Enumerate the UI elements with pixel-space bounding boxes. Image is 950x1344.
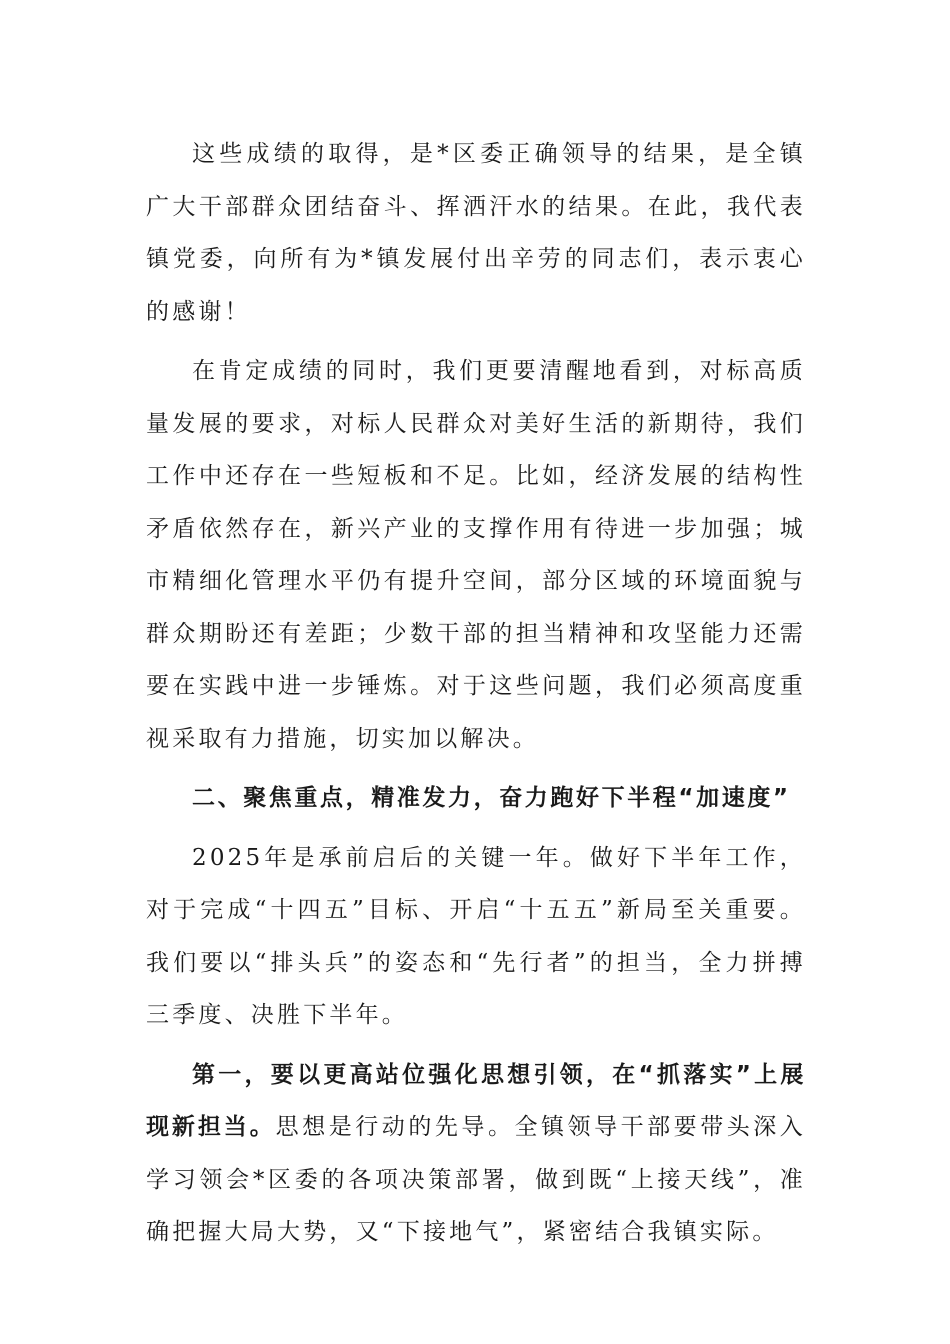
document-body <box>146 128 806 1259</box>
paragraph-shortcomings: 在肯定成绩的同时，我们更要清醒地看到，对标高质量发展的要求，对标人民群众对美好生活的新期待，我们工作中还存在一些短板和不足。比如，经济发展的结构性矛盾依然存在，新兴产业的支撑作用有待进一步加强；城市精细化管理水平仍有提升空间，部分区域的环境面貌与群众期盼还有差距；少数干部的担当精神和攻坚能力还需要在实践中进一步锤炼。对于这些问题，我们必须高度重视采取有力措施，切实加以解决。 <box>146 358 806 752</box>
paragraph-first-point <box>146 1049 806 1259</box>
section-heading-two: 二、聚焦重点，精准发力，奋力跑好下半程“加速度” <box>192 785 791 811</box>
first-point-lead: 第一，要以更高站位强化思想引领，在“抓落实”上展现新担当。 <box>146 1061 806 1140</box>
first-point-body: 思想是行动的先导。全镇领导干部要带头深入学习领会*区委的各项决策部署，做到既“上接天线”，准确把握大局大势，又“下接地气”，紧密结合我镇实际。 <box>146 1114 807 1245</box>
paragraph-year-2025: 2025年是承前启后的关键一年。做好下半年工作，对于完成“十四五”目标、开启“十五五”新局至关重要。我们要以“排头兵”的姿态和“先行者”的担当，全力拼搏三季度、决胜下半年。 <box>146 844 806 1028</box>
paragraph-achievements-thanks: 这些成绩的取得，是*区委正确领导的结果，是全镇广大干部群众团结奋斗、挥洒汗水的结果。在此，我代表镇党委，向所有为*镇发展付出辛劳的同志们，表示衷心的感谢！ <box>146 141 806 325</box>
